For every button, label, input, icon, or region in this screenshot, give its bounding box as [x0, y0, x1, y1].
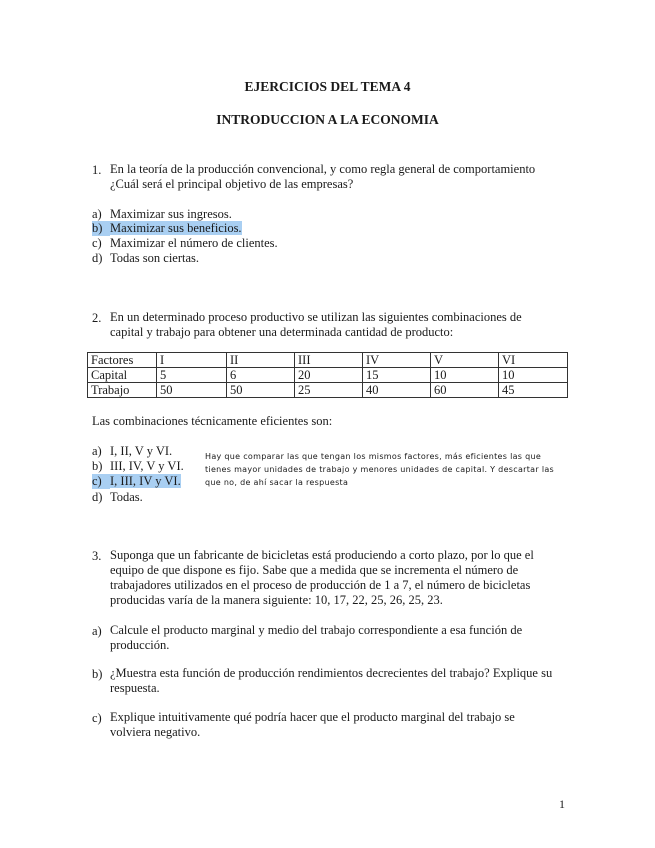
option-label: c)	[92, 474, 110, 489]
document-subtitle: INTRODUCCION A LA ECONOMIA	[216, 112, 439, 127]
table-cell: VI	[499, 353, 568, 368]
table-cell: IV	[363, 353, 431, 368]
table-cell: II	[227, 353, 295, 368]
q2-option-d	[92, 490, 143, 505]
table-cell: 6	[227, 368, 295, 383]
table-cell: III	[295, 353, 363, 368]
option-text: I, II, V y VI.	[110, 444, 173, 458]
table-cell: 45	[499, 383, 568, 398]
table-row	[88, 368, 568, 383]
option-text: Maximizar sus beneficios.	[110, 221, 242, 235]
q1-option-c	[92, 236, 278, 251]
annotation-note: Hay que comparar las que tengan los mismos factores, más eficientes las que tienes mayor unidades de trabajo y menores unidades de capital. Y descartar las que no, de ahí sacar la respuesta	[205, 452, 555, 487]
table-cell: 10	[499, 368, 568, 383]
option-text: Maximizar sus ingresos.	[110, 207, 232, 221]
q1-number: 1.	[92, 163, 102, 177]
option-label: b)	[92, 221, 110, 236]
table-cell: 25	[295, 383, 363, 398]
page-number: 1	[559, 797, 565, 811]
q2-number: 2.	[92, 311, 102, 325]
option-text: Maximizar el número de clientes.	[110, 236, 278, 250]
table-cell: 5	[157, 368, 227, 383]
q2-option-c-highlighted	[92, 474, 181, 489]
q3-part-c-text: Explique intuitivamente qué podría hacer que el producto marginal del trabajo se volviera negativo.	[110, 710, 515, 739]
option-text: Todas son ciertas.	[110, 251, 200, 265]
q1-option-d	[92, 251, 199, 266]
option-label: a)	[92, 444, 102, 458]
option-text: III, IV, V y VI.	[110, 459, 184, 473]
q2-prompt: Las combinaciones técnicamente eficientes son:	[92, 414, 333, 428]
q3-text: Suponga que un fabricante de bicicletas está produciendo a corto plazo, por lo que el equipo de que dispone es fijo. Sabe que a medida que se incrementa el número de trabajadores utilizados en el proceso de producción de 1 a 7, el número de bicicletas producidas varía de la manera siguiente: 10, 17, 22, 25, 26, 25, 23.	[110, 548, 534, 607]
q1-text: En la teoría de la producción convencional, y como regla general de comportamiento ¿Cuál será el principal objetivo de las empresas?	[110, 162, 536, 191]
option-label: d)	[92, 490, 103, 504]
q1-option-a	[92, 207, 232, 222]
table-cell: V	[431, 353, 499, 368]
factors-table	[87, 352, 568, 398]
table-row	[88, 383, 568, 398]
table-cell: Capital	[88, 368, 157, 383]
q2-option-a	[92, 444, 172, 459]
option-label: b)	[92, 459, 103, 473]
table-cell: 20	[295, 368, 363, 383]
table-cell: 60	[431, 383, 499, 398]
table-cell: 50	[157, 383, 227, 398]
option-text: Todas.	[110, 490, 143, 504]
table-cell: 15	[363, 368, 431, 383]
q3-number: 3.	[92, 549, 102, 563]
q3-part-b-label: b)	[92, 667, 103, 681]
table-header-row	[88, 353, 568, 368]
option-label: a)	[92, 207, 102, 221]
table-cell: I	[157, 353, 227, 368]
q2-text: En un determinado proceso productivo se utilizan las siguientes combinaciones de capital y trabajo para obtener una determinada cantidad de producto:	[110, 310, 522, 339]
table-cell: 40	[363, 383, 431, 398]
table-cell: 10	[431, 368, 499, 383]
option-label: d)	[92, 251, 103, 265]
option-text: I, III, IV y VI.	[110, 474, 181, 488]
q3-part-a-label: a)	[92, 624, 102, 638]
q2-option-b	[92, 459, 184, 474]
table-cell: Factores	[88, 353, 157, 368]
q3-part-b-text: ¿Muestra esta función de producción rendimientos decrecientes del trabajo? Explique su respuesta.	[110, 666, 553, 695]
option-label: c)	[92, 236, 102, 250]
q1-option-b-highlighted	[92, 221, 242, 236]
table-cell: 50	[227, 383, 295, 398]
document-title: EJERCICIOS DEL TEMA 4	[244, 79, 411, 94]
q3-part-c-label: c)	[92, 711, 102, 725]
table-cell: Trabajo	[88, 383, 157, 398]
q3-part-a-text: Calcule el producto marginal y medio del trabajo correspondiente a esa función de producción.	[110, 623, 523, 652]
